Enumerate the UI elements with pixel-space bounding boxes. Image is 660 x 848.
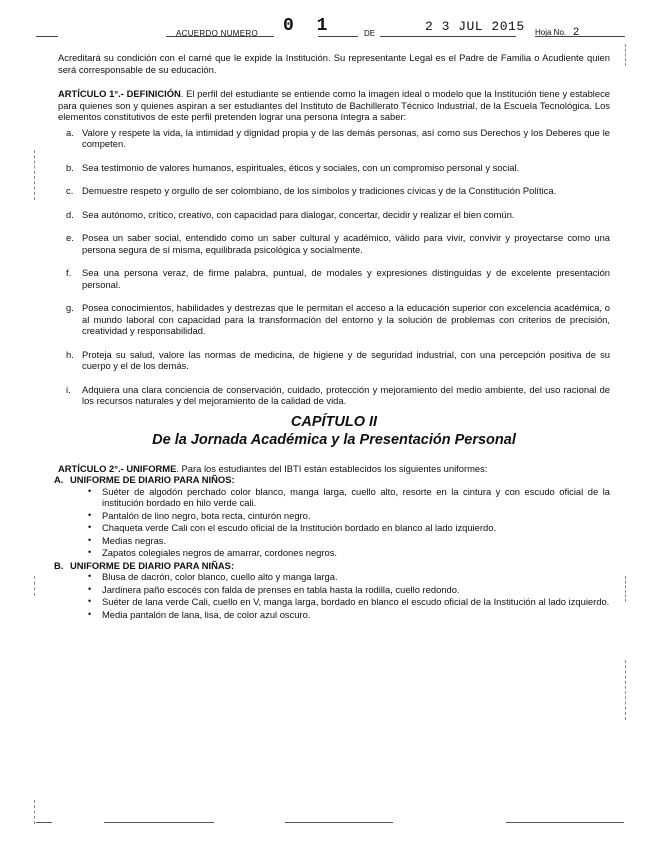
section-a-list: [58, 486, 610, 559]
footer-rule: [285, 822, 393, 823]
article-1-paragraph: [58, 88, 610, 123]
scan-edge-mark: [625, 660, 626, 720]
article-2-text: . Para los estudiantes del IBTI están establecidos los siguientes uniformes:: [176, 462, 488, 474]
article-2-paragraph: [58, 463, 610, 475]
scan-edge-mark: [34, 800, 35, 824]
list-item: • Pantalón de lino negro, bota recta, cinturón negro.: [88, 509, 311, 521]
list-item: b. Sea testimonio de valores humanos, espirituales, éticos y sociales, con un compromiso personal y social.: [66, 161, 520, 173]
list-item: • Jardinera paño escocés con falda de prenses en tabla hasta la rodilla, cuello redondo.: [88, 583, 460, 595]
list-item: f. Sea una persona veraz, de firme palabra, puntual, de modales y expresiones distinguidas y de excelente presentación personal.: [66, 267, 610, 290]
chapter-heading: [58, 413, 610, 449]
list-item: h. Proteja su salud, valore las normas de medicina, de higiene y de seguridad industrial, con una percepción positiva de su cuerpo y el de los demás.: [66, 348, 610, 371]
list-item: • Suéter de algodón perchado color blanco, manga larga, cuello alto, resorte en la cintura y con escudo oficial de la institución bordado en hilo verde cali.: [88, 485, 610, 508]
de-label: DE: [364, 29, 376, 38]
hoja-number: 2: [573, 26, 580, 38]
section-a-heading: A. UNIFORME DE DIARIO PARA NIÑOS:: [54, 474, 235, 485]
header-rule: [36, 36, 58, 37]
acuerdo-label: ACUERDO NUMERO: [176, 29, 258, 38]
acuerdo-number: 0 1: [283, 16, 334, 36]
list-item: • Chaqueta verde Cali con el escudo oficial de la Institución bordado en blanco al lado izquierdo.: [88, 522, 497, 533]
header-rule: [318, 36, 358, 37]
footer-rule: [104, 822, 214, 823]
list-item: • Blusa de dacrón, color blanco, cuello alto y manga larga.: [88, 571, 338, 582]
list-item: • Suéter de lana verde Cali, cuello en V, manga larga, bordado en blanco el escudo oficial de la Institución al lado izquierdo.: [88, 596, 610, 607]
section-b-list: [58, 571, 610, 620]
profile-list: [58, 127, 610, 407]
list-item: g. Posea conocimientos, habilidades y destrezas que le permitan el acceso a la educación superior con excelencia académica, o al mundo laboral con capacidad para la transformación del entorno y la solución de problemas con criterios de precisión, creatividad y responsabilidad.: [66, 302, 610, 336]
list-item: d. Sea autónomo, crítico, creativo, con capacidad para dialogar, concertar, decidir y realizar el bien común.: [66, 208, 515, 220]
list-item: i. Adquiera una clara conciencia de conservación, cuidado, protección y mejoramiento del medio ambiente, del uso racional de los recursos naturales y del mejoramiento de la calidad de vida.: [66, 383, 610, 406]
chapter-subtitle: De la Jornada Académica y la Presentación Personal: [152, 431, 516, 448]
article-1-heading: ARTÍCULO 1°.- DEFINICIÓN: [58, 88, 181, 99]
list-item: a. Valore y respete la vida, la intimidad y dignidad propia y de las demás personas, así como sus Derechos y los Deberes que le competen.: [66, 126, 610, 149]
article-1-text: . El perfil del estudiante se entiende como la imagen ideal o modelo que la Institución tiene y establece para quienes son y quienes aspiran a ser estudiantes del Instituto de Bachillerato Técnico Industrial, de la Escuela Tecnológica. Los elementos constitutivos de este perfil pretenden lograr una persona íntegra a saber:: [58, 88, 610, 122]
page-header: [0, 10, 660, 44]
scan-edge-mark: [34, 150, 35, 200]
header-rule: [535, 36, 625, 37]
list-item: c. Demuestre respeto y orgullo de ser colombiano, de los símbolos y tradiciones cívicas y de la Constitución Política.: [66, 185, 557, 196]
acuerdo-date: 2 3 JUL 2015: [425, 19, 525, 34]
footer-rule: [36, 822, 52, 823]
section-b-heading: B. UNIFORME DE DIARIO PARA NIÑAS:: [54, 559, 235, 571]
footer-rule: [506, 822, 624, 823]
header-rule: [380, 36, 516, 37]
scan-edge-mark: [625, 576, 626, 602]
list-item: • Zapatos colegiales negros de amarrar, cordones negros.: [88, 547, 338, 558]
list-item: • Media pantalón de lana, lisa, de color azul oscuro.: [88, 608, 311, 620]
list-item: • Medias negras.: [88, 534, 167, 546]
chapter-title: CAPÍTULO II: [290, 413, 378, 430]
article-2-heading: ARTÍCULO 2°.- UNIFORME: [58, 462, 177, 474]
hoja-label: Hoja No.: [535, 28, 567, 37]
scan-edge-mark: [625, 44, 626, 66]
scan-edge-mark: [34, 576, 35, 596]
intro-paragraph: Acreditará su condición con el carné que le expide la Institución. Su representante Legal es el Padre de Familia o Acudiente quien será corresponsable de su educación.: [58, 52, 610, 75]
document-body: [54, 52, 610, 621]
list-item: e. Posea un saber social, entendido como un saber cultural y académico, válido para vivir, convivir y proyectarse como una persona segura de sí misma, equilibrada psicológica y socialmente.: [66, 232, 610, 255]
